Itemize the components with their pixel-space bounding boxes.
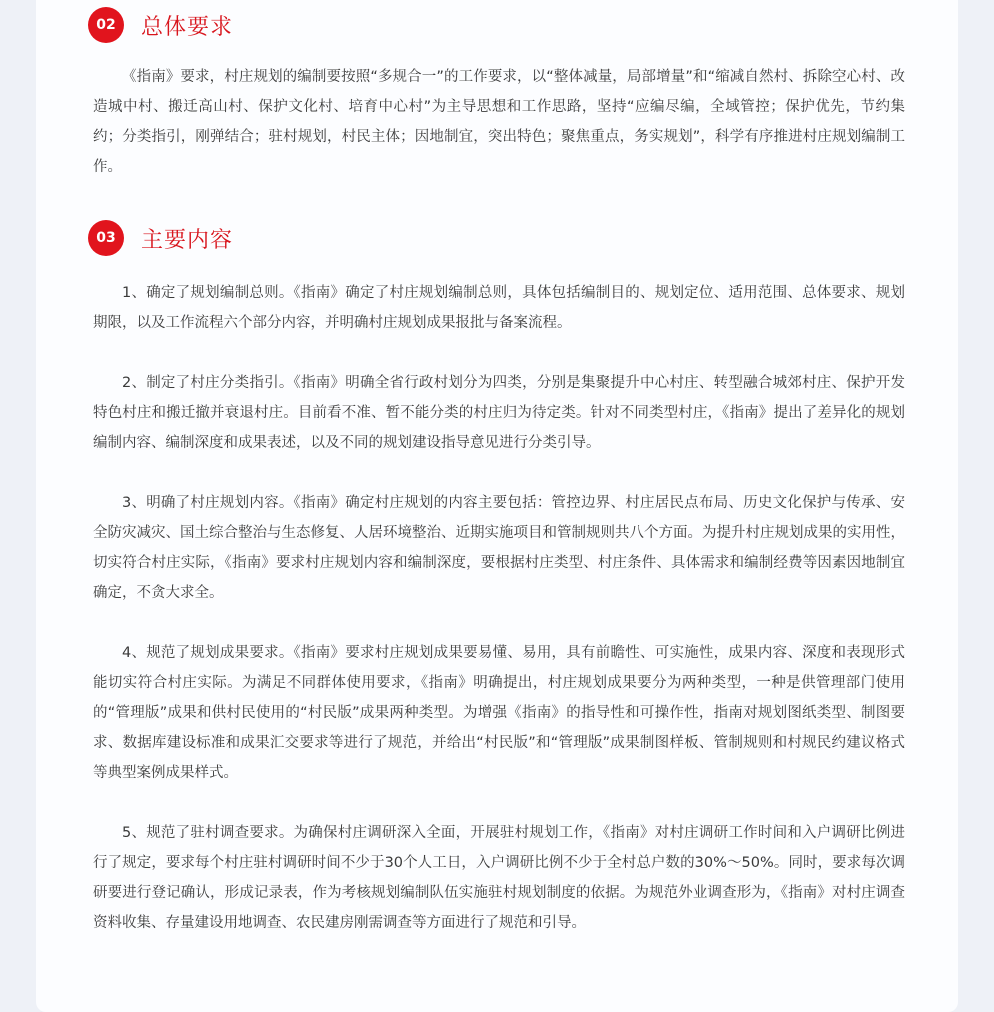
paragraph: 《指南》要求，村庄规划的编制要按照“多规合一”的工作要求，以“整体减量，局部增量”和“缩减自然村、拆除空心村、改造城中村、搬迁高山村、保护文化村、培育中心村”为主导思想和工作思路，坚持“应编尽编，全域管控；保护优先，节约集约；分类指引，刚弹结合；驻村规划，村民主体；因地制宜，突出特色；聚焦重点，务实规划”，科学有序推进村庄规划编制工作。 — [93, 69, 905, 175]
section-number-badge: 03 — [88, 220, 124, 256]
content-card — [36, 0, 958, 1012]
section-header-overall-requirements — [88, 7, 233, 43]
section-title: 主要内容 — [141, 227, 234, 253]
section-header-main-content — [88, 220, 233, 256]
paragraph-item-2: 2、制定了村庄分类指引。《指南》明确全省行政村划分为四类，分别是集聚提升中心村庄、转型融合城郊村庄、保护开发特色村庄和搬迁撤并衰退村庄。目前看不准、暂不能分类的村庄归为待定类。针对不同类型村庄，《指南》提出了差异化的规划编制内容、编制深度和成果表述，以及不同的规划建设指导意见进行分类引导。 — [93, 375, 905, 451]
section-title: 总体要求 — [141, 14, 234, 40]
paragraph-item-5: 5、规范了驻村调查要求。为确保村庄调研深入全面，开展驻村规划工作，《指南》对村庄调研工作时间和入户调研比例进行了规定，要求每个村庄驻村调研时间不少于30个人工日，入户调研比例不少于全村总户数的30%～50%。同时，要求每次调研要进行登记确认，形成记录表，作为考核规划编制队伍实施驻村规划制度的依据。为规范外业调查形为，《指南》对村庄调查资料收集、存量建设用地调查、农民建房刚需调查等方面进行了规范和引导。 — [93, 825, 905, 931]
paragraph-item-4: 4、规范了规划成果要求。《指南》要求村庄规划成果要易懂、易用，具有前瞻性、可实施性，成果内容、深度和表现形式能切实符合村庄实际。为满足不同群体使用要求，《指南》明确提出，村庄规划成果要分为两种类型，一种是供管理部门使用的“管理版”成果和供村民使用的“村民版”成果两种类型。为增强《指南》的指导性和可操作性，指南对规划图纸类型、制图要求、数据库建设标准和成果汇交要求等进行了规范，并给出“村民版”和“管理版”成果制图样板、管制规则和村规民约建议格式等典型案例成果样式。 — [93, 645, 905, 781]
section-number-badge: 02 — [88, 7, 124, 43]
paragraph-item-3: 3、明确了村庄规划内容。《指南》确定村庄规划的内容主要包括：管控边界、村庄居民点布局、历史文化保护与传承、安全防灾减灾、国土综合整治与生态修复、人居环境整治、近期实施项目和管制规则共八个方面。为提升村庄规划成果的实用性，切实符合村庄实际，《指南》要求村庄规划内容和编制深度，要根据村庄类型、村庄条件、具体需求和编制经费等因素因地制宜确定，不贪大求全。 — [93, 495, 905, 601]
paragraph-item-1: 1、确定了规划编制总则。《指南》确定了村庄规划编制总则，具体包括编制目的、规划定位、适用范围、总体要求、规划期限，以及工作流程六个部分内容，并明确村庄规划成果报批与备案流程。 — [93, 285, 905, 331]
